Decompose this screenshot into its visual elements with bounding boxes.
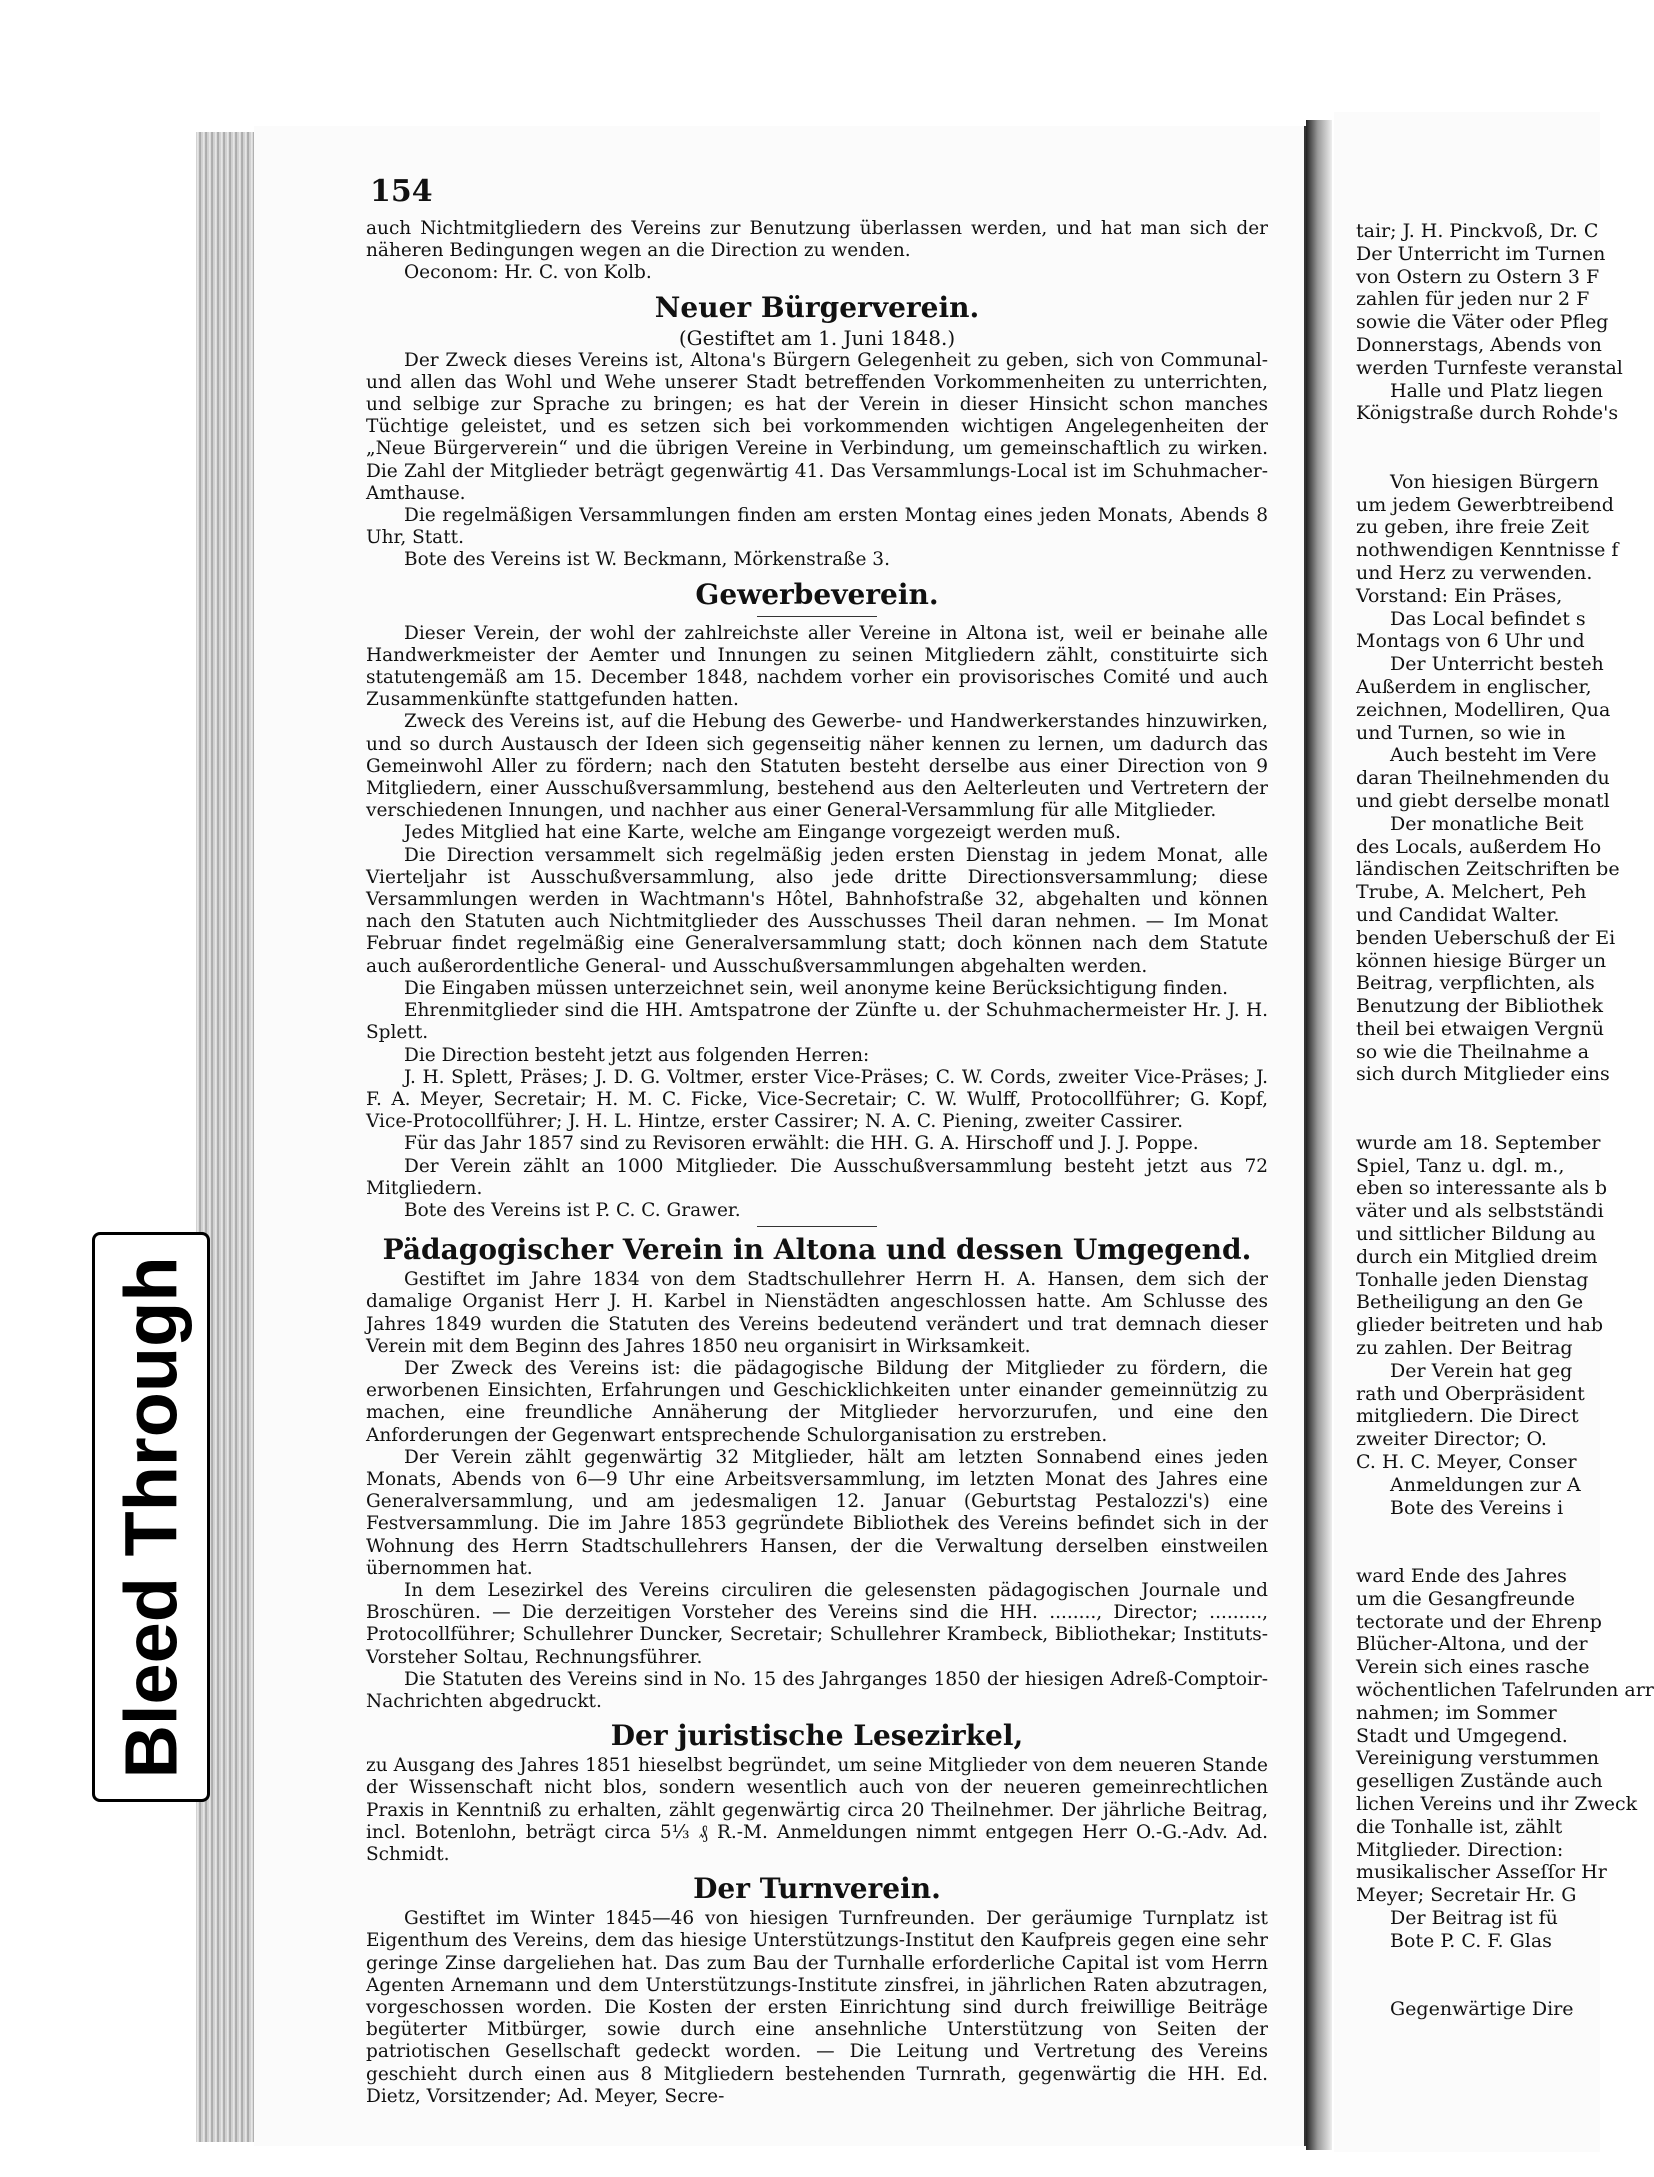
section-subheading: (Gestiftet am 1. Juni 1848.) (678, 325, 956, 350)
text-line: wurde am 18. September (1356, 1131, 1601, 1154)
text-line: tair; J. H. Pinckvoß, Dr. C (1356, 220, 1599, 242)
text-line: Von hiesigen Bürgern (1390, 470, 1599, 493)
text-line: Benutzung der Bibliothek (1356, 995, 1603, 1018)
bleed-through-label (92, 1232, 210, 1802)
paragraph: Die Direction versammelt sich regelmäßig jeden ersten Dienstag in jedem Monat, alle Vierteljahr ist Ausschußversammlung, also jede dritte Directionsversammlung; diese Versammlungen werden in Wachtmann's Hôtel, Bahnhofstraße 32, abgehalten und können nach den Statuten auch Nichtmitglieder des Ausschusses Theil daran nehmen. — Im Monat Februar findet regelmäßig eine Generalversammlung statt; doch können nach dem Statute auch außerordentliche General- und Ausschußversammlungen abgehalten werden. (366, 844, 1268, 977)
paragraph: Gestiftet im Winter 1845—46 von hiesigen Turnfreunden. Der geräumige Turnplatz ist Eigenthum des Vereins, dem das hiesige Unterstützungs-Institut den Kaufpreis gegen eine sehr geringe Zinse dargeliehen hat. Das zum Bau der Turnhalle erforderliche Capital ist vom Herrn Agenten Arnemann und dem Unterstützungs-Institute zinsfrei, in jährlichen Raten abzutragen, vorgeschossen worden. Die Kosten der ersten Einrichtung sind durch freiwillige Beiträge begüterter Mitbürger, sowie durch eine ansehnliche Unterstützung von Seiten der patriotischen Gesellschaft gedeckt worden. — Die Leitung und Vertretung des Vereins geschieht durch einen aus 8 Mitgliedern bestehenden Turnrath, gegenwärtig die HH. Ed. Dietz, Vorsitzender; Ad. Meyer, Secre- (366, 1908, 1268, 2107)
bleed-through-label-text: Bleed Through (109, 1255, 193, 1779)
text-line: und Turnen, so wie in (1356, 721, 1566, 744)
paragraph: Bote des Vereins ist P. C. C. Grawer. (404, 1199, 741, 1221)
text-line: Trube, A. Melchert, Peh (1356, 881, 1587, 904)
text-line: Außerdem in englischer, (1356, 675, 1592, 698)
page-number: 154 (370, 174, 433, 209)
text-line: daran Theilnehmenden du (1356, 767, 1610, 790)
text-line: Königstraße durch Rohde's (1356, 402, 1619, 425)
section-heading: Pädagogischer Verein in Altona und dessen Umgegend. (382, 1233, 1252, 1267)
text-line: ländischen Zeitschriften be (1356, 858, 1620, 881)
text-line: Stadt und Umgegend. (1356, 1724, 1568, 1747)
paragraph: Die Direction besteht jetzt aus folgenden Herren: (404, 1044, 870, 1066)
text-line: Bote des Vereins i (1390, 1496, 1564, 1519)
text-line: Spiel, Tanz u. dgl. m., (1356, 1154, 1565, 1177)
paragraph: Ehrenmitglieder sind die HH. Amtspatrone der Zünfte u. der Schuhmachermeister Hr. J. H. Splett. (366, 1000, 1268, 1044)
section-divider (757, 1226, 877, 1227)
paragraph: In dem Lesezirkel des Vereins circuliren die gelesensten pädagogischen Journale und Broschüren. — Die derzeitigen Vorsteher des Vereins sind die HH. ........, Director; ........., Protocollführer; Schullehrer Duncker, Secretair; Schullehrer Krambeck, Bibliothekar; Instituts-Vorsteher Soltau, Rechnungsführer. (366, 1579, 1268, 1668)
text-line (1356, 1542, 1606, 1565)
text-line: geselligen Zustände auch (1356, 1770, 1603, 1793)
paragraph: Oeconom: Hr. C. von Kolb. (404, 262, 652, 284)
text-line: Meyer; Secretair Hr. G (1356, 1884, 1577, 1907)
text-line: sowie die Väter oder Pfleg (1356, 311, 1609, 334)
text-line: Vereinigung verstummen (1356, 1747, 1599, 1770)
text-line: nothwendigen Kenntnisse f (1356, 539, 1619, 562)
paragraph: Für das Jahr 1857 sind zu Revisoren erwählt: die HH. G. A. Hirschoff und J. J. Poppe. (404, 1133, 1199, 1155)
text-line: so wie die Theilnahme a (1356, 1040, 1590, 1063)
text-line: tectorate und der Ehrenp (1356, 1610, 1602, 1633)
paragraph: Die Eingaben müssen unterzeichnet sein, weil anonyme keine Berücksichtigung finden. (404, 977, 1228, 999)
text-line: Tonhalle jeden Dienstag (1356, 1268, 1589, 1291)
paragraph: auch Nichtmitgliedern des Vereins zur Benutzung überlassen werden, und hat man sich der näheren Bedingungen wegen an die Direction zu wenden. (366, 218, 1268, 262)
book-gutter (1306, 120, 1332, 2150)
text-line: zahlen für jeden nur 2 F (1356, 288, 1590, 311)
text-line: Montags von 6 Uhr und (1356, 630, 1585, 653)
text-line: Mitglieder. Direction: (1356, 1838, 1564, 1861)
text-line (1356, 1086, 1606, 1109)
paragraph: Der Zweck des Vereins ist: die pädagogische Bildung der Mitglieder zu fördern, die erworbenen Einsichten, Erfahrungen und Geschicklichkeiten unter einander gemeinnützig zu machen, eine freundliche Annäherung der Mitglieder hervorzurufen, und eine den Anforderungen der Gegenwart entsprechende Schulorganisation zu erstreben. (366, 1357, 1268, 1446)
text-line: zu geben, ihre freie Zeit (1356, 516, 1589, 539)
text-line (1356, 1109, 1606, 1132)
text-line: Bote P. C. F. Glas (1390, 1929, 1552, 1952)
text-line: werden Turnfeste veranstal (1356, 356, 1623, 379)
text-line: nahmen; im Sommer (1356, 1701, 1557, 1724)
text-line: C. H. C. Meyer, Conser (1356, 1451, 1577, 1474)
paragraph: Jedes Mitglied hat eine Karte, welche am Eingange vorgezeigt werden muß. (404, 822, 1121, 844)
text-line: Anmeldungen zur A (1390, 1473, 1581, 1496)
paragraph: Der Zweck dieses Vereins ist, Altona's Bürgern Gelegenheit zu geben, sich von Communal- und allen das Wohl und Wehe unserer Stadt betreffenden Vorkommenheiten zu unterrichten, und selbige zur Sprache zu bringen; es hat der Verein in dieser Hinsicht schon manches Tüchtige geleistet, und es setzen sich bei vorkommenden wichtigen Angelegenheiten der „Neue Bürgerverein“ und die übrigen Vereine in Verbindung, um gemeinschaftlich zu wirken. Die Zahl der Mitglieder beträgt gegenwärtig 41. Das Versammlungs-Local ist im Schuhmacher-Amthause. (366, 349, 1268, 504)
paragraph: Die Statuten des Vereins sind in No. 15 des Jahrganges 1850 der hiesigen Adreß-Comptoir-Nachrichten abgedruckt. (366, 1668, 1268, 1712)
text-line: und Candidat Walter. (1356, 903, 1560, 926)
text-line: Beitrag, verpflichten, als (1356, 972, 1595, 995)
text-line: sich durch Mitglieder eins (1356, 1063, 1610, 1086)
text-line (1356, 1519, 1606, 1542)
text-line: benden Ueberschuß der Ei (1356, 926, 1616, 949)
left-page-text-column (366, 218, 1268, 2108)
text-line: Der Unterricht besteh (1390, 653, 1604, 676)
text-line: rath und Oberpräsident (1356, 1382, 1585, 1405)
text-line: glieder beitreten und hab (1356, 1314, 1604, 1337)
right-page-text-column (1356, 220, 1654, 2021)
text-line: ward Ende des Jahres (1356, 1565, 1567, 1588)
paragraph: Bote des Vereins ist W. Beckmann, Mörkenstraße 3. (404, 549, 890, 571)
text-line (1356, 448, 1606, 471)
text-line: Gegenwärtige Dire (1390, 1998, 1574, 2021)
text-line: des Locals, außerdem Ho (1356, 835, 1602, 858)
section-heading: Der Turnverein. (693, 1872, 941, 1906)
text-line: musikalischer Asseſſor Hr (1356, 1861, 1607, 1884)
text-line: wöchentlichen Tafelrunden arr (1356, 1679, 1654, 1701)
text-line: theil bei etwaigen Vergnü (1356, 1017, 1605, 1040)
text-line: mitgliedern. Die Direct (1356, 1405, 1579, 1428)
section-divider (757, 616, 877, 617)
text-line: eben so interessante als b (1356, 1177, 1608, 1200)
text-line: durch ein Mitglied dreim (1356, 1245, 1598, 1268)
text-line: können hiesige Bürger un (1356, 949, 1607, 972)
text-line: Das Local befindet s (1390, 607, 1586, 630)
paragraph: Der Verein zählt an 1000 Mitglieder. Die Ausschußversammlung besteht jetzt aus 72 Mitgliedern. (366, 1155, 1268, 1199)
text-line: Auch besteht im Vere (1390, 744, 1597, 767)
paragraph: Die regelmäßigen Versammlungen finden am ersten Montag eines jeden Monats, Abends 8 Uhr, Statt. (366, 505, 1268, 549)
section-heading: Neuer Bürgerverein. (654, 290, 980, 324)
paragraph: Zweck des Vereins ist, auf die Hebung des Gewerbe- und Handwerkerstandes hinzuwirken, und so durch Austausch der Ideen sich gegenseitig näher kennen zu lernen, um dadurch das Gemeinwohl Aller zu fördern; nach den Statuten besteht derselbe aus einer Direction von 9 Mitgliedern, einer Ausschußversammlung, bestehend aus den Aelterleuten und Vertretern der verschiedenen Innungen, und nachher aus einer General-Versammlung für alle Mitglieder. (366, 711, 1268, 822)
text-line (1356, 1975, 1606, 1998)
section-heading: Gewerbeverein. (695, 577, 939, 611)
text-line: von Ostern zu Ostern 3 F (1356, 265, 1600, 288)
text-line: Der monatliche Beit (1390, 812, 1584, 835)
text-line: die Tonhalle ist, zählt (1356, 1815, 1563, 1838)
text-line: Der Unterricht im Turnen (1356, 242, 1606, 265)
paragraph: J. H. Splett, Präses; J. D. G. Voltmer, erster Vice-Präses; C. W. Cords, zweiter Vice-Präses; J. F. A. Meyer, Secretair; H. M. C. Ficke, Vice-Secretair; C. W. Wulff, Protocollführer; G. Kopf, Vice-Protocollführer; J. H. L. Hintze, erster Cassirer; N. A. C. Piening, zweiter Cassirer. (366, 1066, 1268, 1133)
text-line (1356, 1953, 1606, 1976)
paragraph: zu Ausgang des Jahres 1851 hieselbst begründet, um seine Mitglieder von dem neueren Stande der Wissenschaft nicht blos, sondern wesentlich auch von der neueren gemeinrechtlichen Praxis in Kenntniß zu erhalten, zählt gegenwärtig circa 20 Theilnehmer. Der jährliche Beitrag, incl. Botenlohn, beträgt circa 5⅓ ₰ R.-M. Anmeldungen nimmt entgegen Herr O.-G.-Adv. Ad. Schmidt. (366, 1755, 1268, 1865)
text-line: Der Verein hat geg (1390, 1359, 1573, 1382)
text-line: und sittlicher Bildung au (1356, 1223, 1596, 1246)
paragraph: Gestiftet im Jahre 1834 von dem Stadtschullehrer Herrn H. A. Hansen, dem sich der damalige Organist Herr J. H. Karbel in Nienstädten angeschlossen hatte. Am Schlusse des Jahres 1849 wurden die Statuten des Vereins bedeutend verändert und trat demnach dieser Verein mit dem Beginn des Jahres 1850 neu organisirt in Wirksamkeit. (366, 1269, 1268, 1357)
text-line: um jedem Gewerbtreibend (1356, 493, 1614, 516)
text-line: Der Beitrag ist fü (1390, 1906, 1558, 1929)
text-line: Blücher-Altona, und der (1356, 1633, 1588, 1656)
text-line: und giebt derselbe monatl (1356, 789, 1610, 812)
text-line: Halle und Platz liegen (1390, 379, 1603, 402)
text-line: Donnerstags, Abends von (1356, 333, 1602, 356)
text-line: väter und als selbstständi (1356, 1200, 1604, 1223)
text-line: zeichnen, Modelliren, Qua (1356, 698, 1611, 721)
paragraph: Dieser Verein, der wohl der zahlreichste aller Vereine in Altona ist, weil er beinahe alle Handwerkmeister der Aemter und Innungen zu seinen Mitgliedern zählt, constituirte sich statutengemäß am 15. December 1848, nachdem vorher ein provisorisches Comité und auch Zusammenkünfte stattgefunden hatten. (366, 622, 1268, 711)
text-line: zu zahlen. Der Beitrag (1356, 1337, 1573, 1360)
text-line (1356, 425, 1606, 448)
text-line: und Herz zu verwenden. (1356, 561, 1593, 584)
text-line: Verein sich eines rasche (1356, 1656, 1590, 1679)
text-line: lichen Vereins und ihr Zweck (1356, 1792, 1638, 1815)
paragraph: Der Verein zählt gegenwärtig 32 Mitglieder, hält am letzten Sonnabend eines jeden Monats, Abends von 6—9 Uhr eine Arbeitsversammlung, im letzten Monat des Jahres eine Generalversammlung, und am jedesmaligen 12. Januar (Geburtstag Pestalozzi's) eine Festversammlung. Die im Jahre 1853 gegründete Bibliothek des Vereins befindet sich in der Wohnung des Herrn Stadtschullehrers Hansen, der die Verwaltung derselben einstweilen übernommen hat. (366, 1446, 1268, 1579)
section-heading: Der juristische Lesezirkel, (610, 1719, 1024, 1753)
text-line: Betheiligung an den Ge (1356, 1291, 1584, 1314)
text-line: zweiter Director; O. (1356, 1428, 1547, 1451)
text-line: Vorstand: Ein Präses, (1356, 584, 1563, 607)
book-page-edge (196, 132, 254, 2142)
text-line: um die Gesangfreunde (1356, 1587, 1575, 1610)
